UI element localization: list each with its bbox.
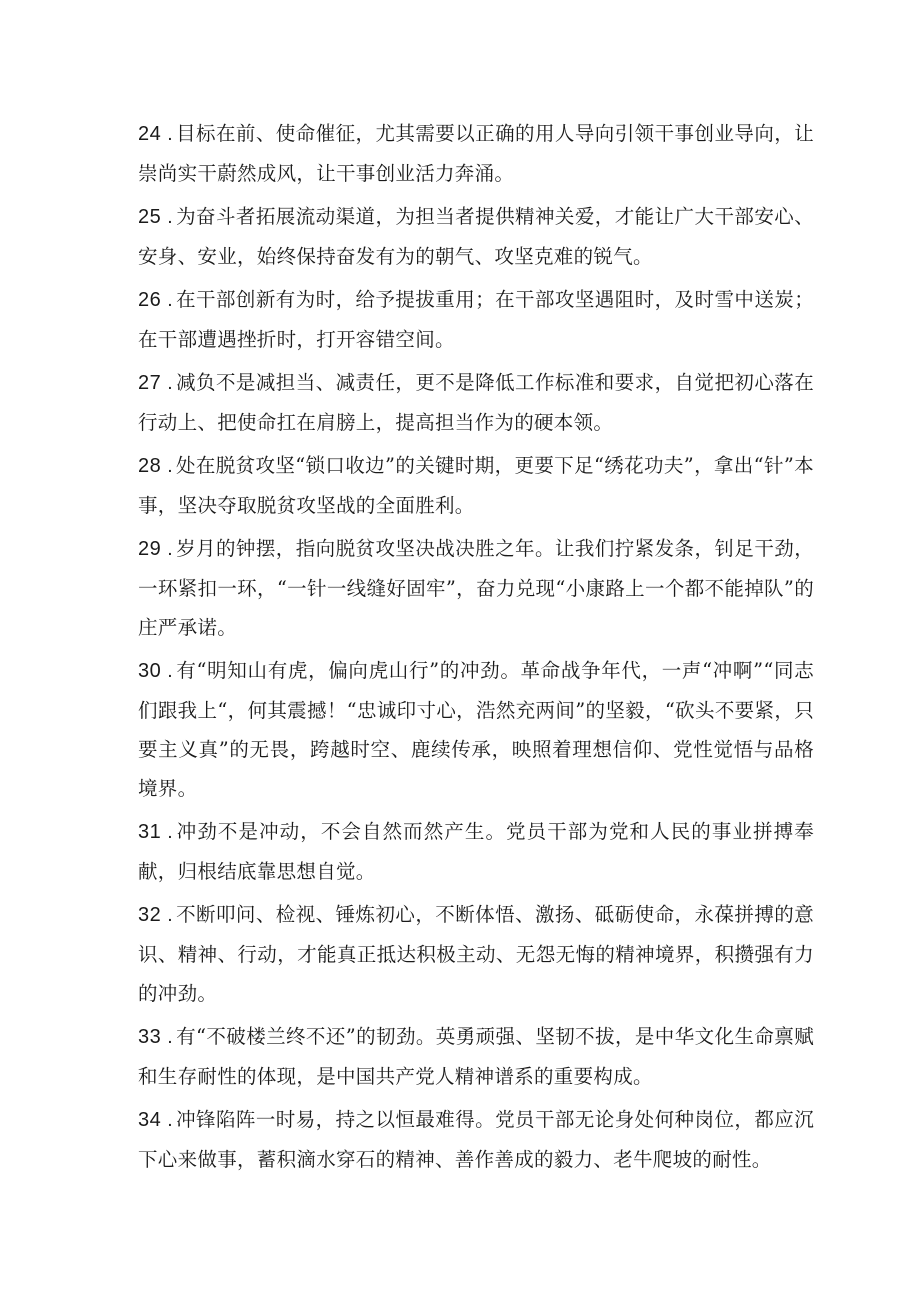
list-item-28: 28 . 处在脱贫攻坚“锁口收边”的关键时期，更要下足“绣花功夫”，拿出“针”本事，坚决夺取脱贫攻坚战的全面胜利。 <box>138 454 814 517</box>
item-number: 26 <box>138 289 162 311</box>
item-text: 有“明知山有虎，偏向虎山行”的冲劲。革命战争年代，一声“冲啊”“同志们跟我上“，何其震撼！“忠诚印寸心，浩然充两间”的坚毅，“砍头不要紧，只要主义真”的无畏，跨越时空、鹿续传承，映照着理想信仰、党性觉悟与品格境界。 <box>138 659 814 800</box>
item-text: 为奋斗者拓展流动渠道，为担当者提供精神关爱，才能让广大干部安心、安身、安业，始终保持奋发有为的朝气、攻坚克难的锐气。 <box>138 205 814 268</box>
list-item-29: 29 . 岁月的钟摆，指向脱贫攻坚决战决胜之年。让我们拧紧发条，钊足干劲，一环紧扣一环，“一针一线缝好固牢”，奋力兑现“小康路上一个都不能掉队”的庄严承诺。 <box>138 537 814 639</box>
list-item-33: 33 . 有“不破楼兰终不还”的韧劲。英勇顽强、坚韧不拔，是中华文化生命禀赋和生存耐性的体现，是中国共产党人精神谱系的重要构成。 <box>138 1025 814 1088</box>
list-item-34: 34 . 冲锋陷阵一时易，持之以恒最难得。党员干部无论身处何种岗位，都应沉下心来做事，蓄积滴水穿石的精神、善作善成的毅力、老牛爬坡的耐性。 <box>138 1108 814 1171</box>
item-number: 30 <box>138 660 162 682</box>
item-number: 34 <box>138 1109 162 1131</box>
list-item-27: 27 . 减负不是减担当、减责任，更不是降低工作标准和要求，自觉把初心落在行动上、把使命扛在肩膀上，提高担当作为的硬本领。 <box>138 371 814 434</box>
item-text: 冲锋陷阵一时易，持之以恒最难得。党员干部无论身处何种岗位，都应沉下心来做事，蓄积滴水穿石的精神、善作善成的毅力、老牛爬坡的耐性。 <box>138 1108 814 1171</box>
item-text: 冲劲不是冲动，不会自然而然产生。党员干部为党和人民的事业拼搏奉献，归根结底靠思想自觉。 <box>138 820 814 883</box>
item-number: 32 <box>138 904 162 926</box>
item-text: 有“不破楼兰终不还”的韧劲。英勇顽强、坚韧不拔，是中华文化生命禀赋和生存耐性的体现，是中国共产党人精神谱系的重要构成。 <box>138 1025 814 1088</box>
item-text: 不断叩问、检视、锤炼初心，不断体悟、激扬、砥砺使命，永葆拼搏的意识、精神、行动，才能真正抵达积极主动、无怨无悔的精神境界，积攒强有力的冲劲。 <box>138 903 814 1005</box>
item-text: 减负不是减担当、减责任，更不是降低工作标准和要求，自觉把初心落在行动上、把使命扛在肩膀上，提高担当作为的硬本领。 <box>138 371 814 434</box>
item-number: 24 <box>138 123 162 145</box>
item-text: 岁月的钟摆，指向脱贫攻坚决战决胜之年。让我们拧紧发条，钊足干劲，一环紧扣一环，“一针一线缝好固牢”，奋力兑现“小康路上一个都不能掉队”的庄严承诺。 <box>138 537 814 639</box>
item-text: 在干部创新有为时，给予提拔重用；在干部攻坚遇阻时，及时雪中送炭；在干部遭遇挫折时，打开容错空间。 <box>138 288 814 351</box>
list-item-24: 24 . 目标在前、使命催征，尤其需要以正确的用人导向引领干事创业导向，让崇尚实干蔚然成风，让干事创业活力奔涌。 <box>138 122 814 185</box>
list-item-26: 26 . 在干部创新有为时，给予提拔重用；在干部攻坚遇阻时，及时雪中送炭；在干部遭遇挫折时，打开容错空间。 <box>138 288 814 351</box>
item-number: 31 <box>138 821 162 843</box>
item-number: 28 <box>138 455 162 477</box>
list-item-25: 25 . 为奋斗者拓展流动渠道，为担当者提供精神关爱，才能让广大干部安心、安身、安业，始终保持奋发有为的朝气、攻坚克难的锐气。 <box>138 205 814 268</box>
list-item-31: 31 . 冲劲不是冲动，不会自然而然产生。党员干部为党和人民的事业拼搏奉献，归根结底靠思想自觉。 <box>138 820 814 883</box>
list-item-30: 30 . 有“明知山有虎，偏向虎山行”的冲劲。革命战争年代，一声“冲啊”“同志们跟我上“，何其震撼！“忠诚印寸心，浩然充两间”的坚毅，“砍头不要紧，只要主义真”的无畏，跨越时空、鹿续传承，映照着理想信仰、党性觉悟与品格境界。 <box>138 659 814 800</box>
numbered-list <box>138 114 814 1183</box>
item-text: 处在脱贫攻坚“锁口收边”的关键时期，更要下足“绣花功夫”，拿出“针”本事，坚决夺取脱贫攻坚战的全面胜利。 <box>138 454 814 517</box>
item-number: 29 <box>138 538 162 560</box>
item-number: 33 <box>138 1026 162 1048</box>
item-number: 25 <box>138 206 162 228</box>
item-text: 目标在前、使命催征，尤其需要以正确的用人导向引领干事创业导向，让崇尚实干蔚然成风，让干事创业活力奔涌。 <box>138 122 814 185</box>
item-number: 27 <box>138 372 162 394</box>
list-item-32: 32 . 不断叩问、检视、锤炼初心，不断体悟、激扬、砥砺使命，永葆拼搏的意识、精神、行动，才能真正抵达积极主动、无怨无悔的精神境界，积攒强有力的冲劲。 <box>138 903 814 1005</box>
